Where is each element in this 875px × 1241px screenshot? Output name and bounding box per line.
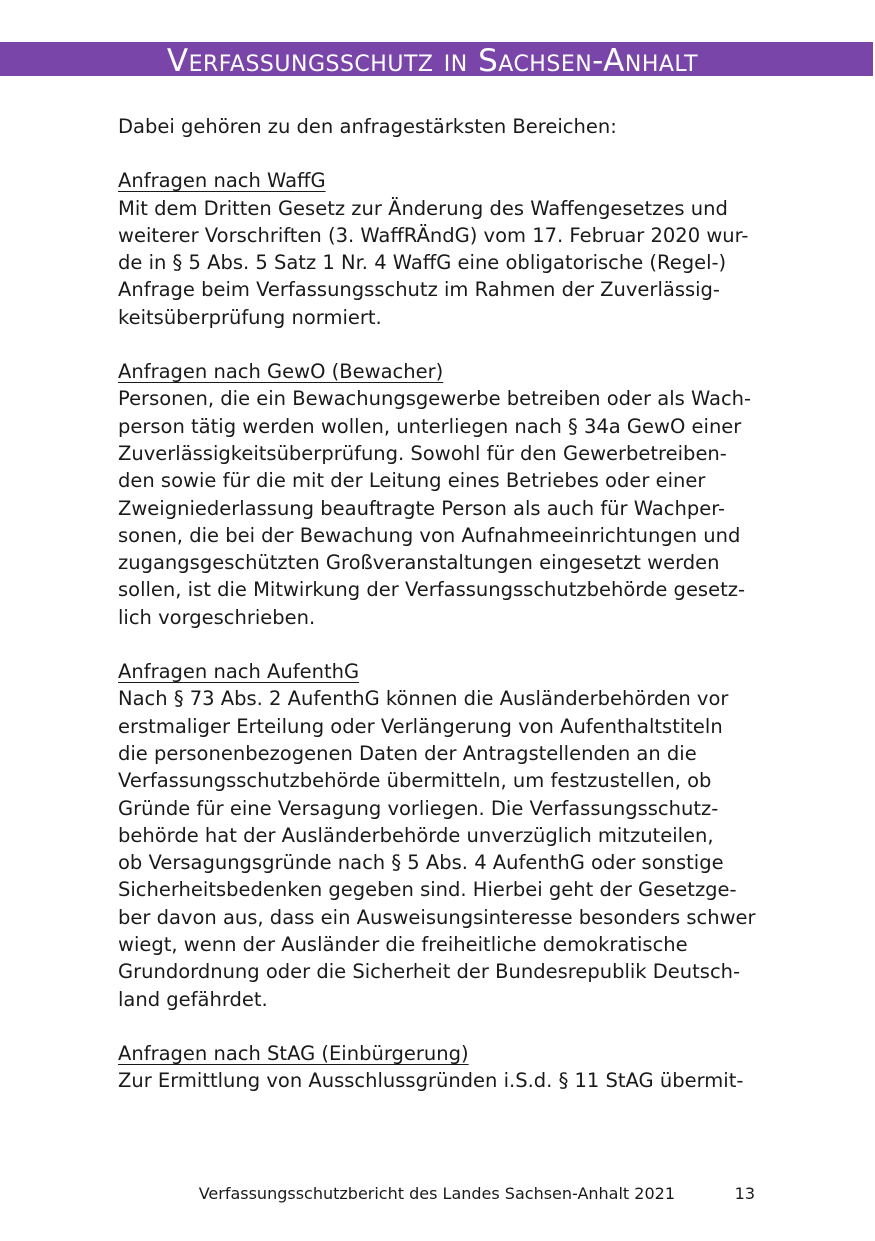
body-text-line: de in § 5 Abs. 5 Satz 1 Nr. 4 WaffG eine obligatorische (Regel-)	[118, 251, 727, 275]
body-text-line: ob Versagungsgründe nach § 5 Abs. 4 AufenthG oder sonstige	[118, 851, 724, 875]
body-text-line: Zur Ermittlung von Ausschlussgründen i.S.d. § 11 StAG übermit-	[118, 1069, 744, 1093]
body-text-line: Anfrage beim Verfassungsschutz im Rahmen der Zuverlässig-	[118, 278, 720, 302]
section-3	[118, 658, 758, 1013]
body-text-line: Mit dem Dritten Gesetz zur Änderung des Waffengesetzes und	[118, 196, 728, 220]
body-text-line: die personenbezogenen Daten der Antragstellenden an die	[118, 741, 697, 765]
body-text-line: Zweigniederlassung beauftragte Person als auch für Wachper-	[118, 496, 726, 520]
body-text-line: Verfassungsschutzbehörde übermitteln, um festzustellen, ob	[118, 769, 712, 793]
body-text-line: keitsüberprüfung normiert.	[118, 305, 382, 329]
page-number: 13	[734, 1184, 755, 1203]
page-header-title: Verfassungsschutz in Sachsen-Anhalt	[166, 43, 699, 79]
body-text-line: Gründe für eine Versagung vorliegen. Die Verfassungsschutz-	[118, 796, 719, 820]
body-text-line: zugangsgeschützten Großveranstaltungen eingesetzt werden	[118, 551, 720, 575]
body-text-line: weiterer Vorschriften (3. WaffRÄndG) vom 17. Februar 2020 wur-	[118, 223, 749, 247]
body-text-line: lich vorgeschrieben.	[118, 605, 316, 629]
body-text-line: Nach § 73 Abs. 2 AufenthG können die Ausländerbehörden vor	[118, 687, 729, 711]
body-text-line: Sicherheitsbedenken gegeben sind. Hierbei geht der Gesetzge-	[118, 878, 737, 902]
page-footer	[0, 1182, 875, 1206]
intro-paragraph: Dabei gehören zu den anfragestärksten Bereichen:	[118, 115, 617, 138]
section-4	[118, 1040, 758, 1095]
body-text-line: sollen, ist die Mitwirkung der Verfassungsschutzbehörde gesetz-	[118, 578, 746, 602]
body-text-line: wiegt, wenn der Ausländer die freiheitliche demokratische	[118, 933, 688, 957]
body-text-line: person tätig werden wollen, unterliegen nach § 34a GewO einer	[118, 414, 742, 438]
main-content	[118, 113, 758, 1095]
section-heading: Anfragen nach AufenthG	[118, 660, 360, 684]
section-1	[118, 167, 758, 331]
section-heading: Anfragen nach StAG (Einbürgerung)	[118, 1041, 469, 1065]
footer-text: Verfassungsschutzbericht des Landes Sachsen-Anhalt 2021	[198, 1184, 675, 1203]
sections-container	[118, 167, 758, 1094]
body-text-line: erstmaliger Erteilung oder Verlängerung von Aufenthaltstiteln	[118, 714, 723, 738]
body-text-line: den sowie für die mit der Leitung eines Betriebes oder einer	[118, 469, 706, 493]
body-text-line: ber davon aus, dass ein Ausweisungsinteresse besonders schwer	[118, 905, 756, 929]
body-text-line: behörde hat der Ausländerbehörde unverzüglich mitzuteilen,	[118, 823, 714, 847]
body-text-line: Zuverlässigkeitsüberprüfung. Sowohl für den Gewerbetreiben-	[118, 441, 727, 465]
body-text-line: Grundordnung oder die Sicherheit der Bundesrepublik Deutsch-	[118, 960, 741, 984]
body-text-line: sonen, die bei der Bewachung von Aufnahmeeinrichtungen und	[118, 523, 741, 547]
section-heading: Anfragen nach GewO (Bewacher)	[118, 360, 444, 384]
body-text-line: land gefährdet.	[118, 987, 268, 1011]
body-text-line: Personen, die ein Bewachungsgewerbe betreiben oder als Wach-	[118, 387, 752, 411]
section-2	[118, 358, 758, 631]
section-heading: Anfragen nach WaffG	[118, 169, 326, 193]
